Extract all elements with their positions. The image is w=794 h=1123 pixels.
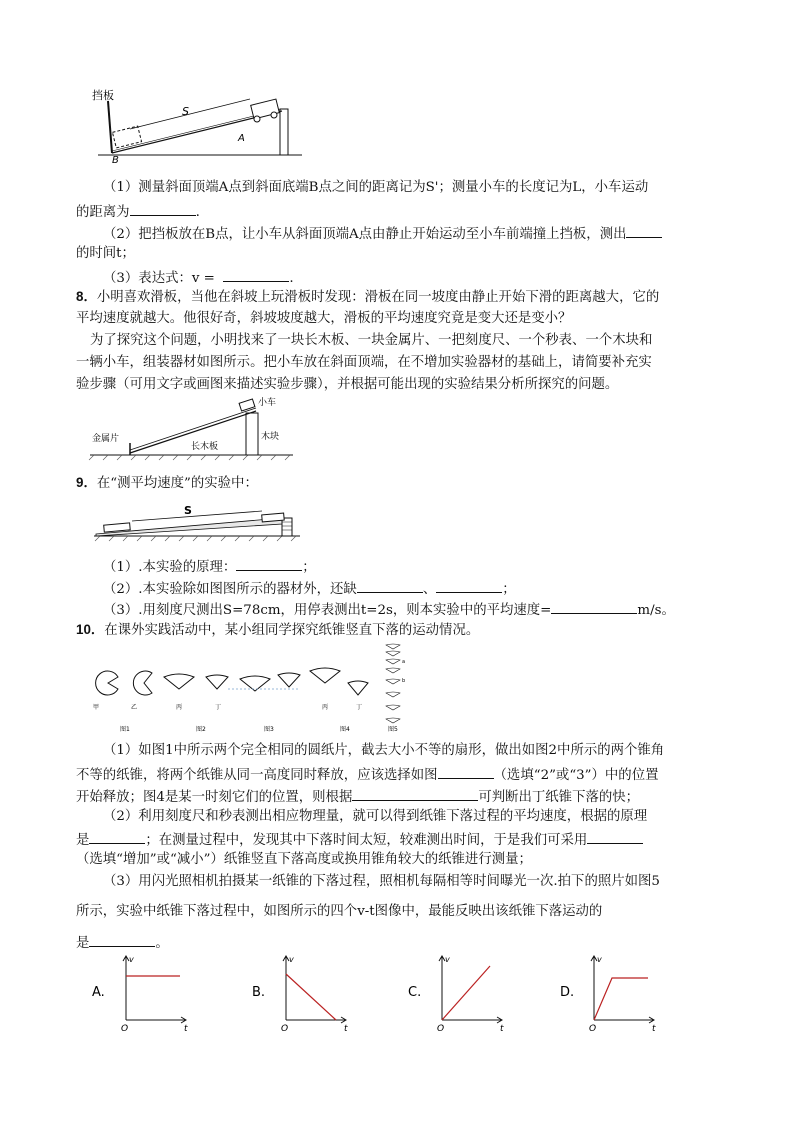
- graph-axes: [286, 956, 346, 1020]
- figure-5-caption: 图5: [388, 726, 398, 733]
- q7-part1-text: 的距离为: [76, 205, 130, 220]
- car-label: 小车: [258, 398, 277, 408]
- q10-part3-line2: 所示，实验中纸锥下落过程中，如图所示的四个v-t图像中，最能反映出该纸锥下落运动的: [76, 904, 603, 919]
- origin-label: O: [589, 1024, 597, 1034]
- point-b-label: B: [112, 155, 119, 165]
- q9-average-speed-blank[interactable]: [551, 599, 637, 614]
- q10-part3-prefix: 是: [76, 936, 90, 951]
- q9-part2-text: （2）.本实验除如图图所示的器材外，还缺: [103, 582, 357, 597]
- q7-part1-line1: （1）测量斜面顶端A点到斜面底端B点之间的距离记为S'；测量小车的长度记为L，小车运动: [103, 180, 649, 195]
- velocity-curve: [594, 978, 648, 1020]
- q10-graph-choice-blank[interactable]: [89, 932, 155, 947]
- q10-part1-line2: [76, 764, 658, 785]
- q10-judgment-basis-blank[interactable]: [352, 786, 478, 801]
- q9-title-line: [76, 474, 258, 493]
- q7-part1-line2: 的距离为 .: [76, 201, 200, 222]
- q8-line5: 验步骤（可用文字或画图来描述实验步骤），并根据可能出现的实验结果分析所探究的问题。: [76, 377, 619, 392]
- figure-2-caption: 图2: [196, 726, 206, 733]
- q9-missing-item2-blank[interactable]: [436, 578, 502, 593]
- q10-part2-line1: （2）利用刻度尺和秒表测出相应物理量，就可以得到纸锥下落过程的平均速度，根据的原理: [103, 809, 648, 824]
- origin-label: O: [121, 1024, 129, 1034]
- q10-title: 在课外实践活动中，某小组同学探究纸锥竖直下落的运动情况。: [104, 623, 480, 638]
- q10-part1-line1: （1）如图1中所示两个完全相同的圆纸片，截去大小不等的扇形，做出如图2中所示的两个锥角: [103, 743, 665, 758]
- q9-part3-unit: m/s。: [637, 603, 675, 618]
- q7-part2-line2: 的时间t；: [76, 246, 135, 261]
- q10-part2-prefix: 是: [76, 833, 90, 848]
- v-axis-label: v: [445, 955, 450, 964]
- q7-part3-line: （3）表达式：v = .: [103, 267, 294, 288]
- point-a-label: A: [238, 133, 245, 144]
- metal-sheet-label: 金属片: [92, 434, 120, 444]
- q9-part2-sep: 、: [422, 582, 437, 597]
- q8-line4: 一辆小车，组装器材如图所示。把小车放在斜面顶端，在不增加实验器材的基础上，请简要补充实: [76, 355, 652, 370]
- cone-label-yi: 乙: [131, 704, 138, 711]
- v-axis-label: v: [597, 955, 602, 964]
- q10-part1-choice-hint: （选填“2”或“3”）中的位置: [493, 768, 659, 783]
- origin-label: O: [281, 1024, 289, 1034]
- q10-part1-line3-end: 可判断出丁纸锥下落的快；: [478, 790, 640, 805]
- distance-s-label: S: [182, 105, 189, 118]
- graph-option-label: B.: [252, 985, 266, 1000]
- q7-part3-text: （3）表达式：v =: [103, 271, 215, 286]
- t-axis-label: t: [500, 1024, 504, 1034]
- cone-label-bing-4: 丙: [322, 704, 329, 711]
- t-axis-label: t: [652, 1024, 656, 1034]
- figure-1-caption: 图1: [120, 726, 130, 733]
- figure-4-caption: 图4: [340, 726, 350, 733]
- wood-block-label: 木块: [261, 432, 280, 442]
- figure-3-caption: 图3: [264, 726, 274, 733]
- q10-increase-decrease-blank[interactable]: [587, 829, 643, 844]
- q10-part1-line3-text: 开始释放；图4是某一时刻它们的位置，则根据: [76, 790, 353, 805]
- q7-part2-line1: [103, 223, 662, 244]
- graph-option-label: D.: [560, 985, 575, 1000]
- q9-principle-blank[interactable]: [236, 556, 302, 571]
- q9-part1-end: ；: [302, 560, 316, 575]
- t-axis-label: t: [344, 1024, 348, 1034]
- q9-number: 9．: [76, 475, 97, 490]
- q9-part1-text: （1）.本实验的原理：: [103, 560, 237, 575]
- q10-number: 10．: [76, 622, 105, 637]
- cone-label-bing: 丙: [176, 704, 183, 711]
- velocity-curve: [442, 966, 490, 1020]
- q9-missing-item1-blank[interactable]: [357, 578, 423, 593]
- q8-line3: 为了探究这个问题，小明找来了一块长木板、一块金属片、一把刻度尺、一个秒表、一个木块和: [90, 333, 653, 348]
- graph-axes: [126, 956, 186, 1020]
- q10-principle-blank[interactable]: [89, 829, 145, 844]
- t-axis-label: t: [184, 1024, 188, 1034]
- cone-label-ding-4: 丁: [356, 704, 363, 711]
- graph-axes: [594, 956, 654, 1020]
- q10-part2-line2: [76, 829, 643, 850]
- q9-part2-line: [103, 578, 516, 599]
- vt-graph-option-b[interactable]: [252, 950, 352, 1034]
- v-axis-label: v: [129, 955, 134, 964]
- q8-line1: [76, 288, 659, 307]
- vt-graph-option-c[interactable]: [408, 950, 508, 1034]
- q10-part1-line3: [76, 786, 639, 807]
- cone-label-b: b: [402, 678, 406, 684]
- velocity-curve: [286, 974, 336, 1020]
- q7-distance-blank[interactable]: [130, 201, 196, 216]
- q9-part3-text: （3）.用刻度尺测出S=78cm，用停表测出t=2s，则本实验中的平均速度=: [103, 603, 552, 618]
- q10-part1-text: 不等的纸锥，将两个纸锥从同一高度同时释放，应该选择如图: [76, 768, 438, 783]
- q10-part3-line1: （3）用闪光照相机拍摄某一纸锥的下落过程，照相机每隔相等时间曝光一次.拍下的照片如图5: [103, 874, 660, 889]
- q10-part2-line3: （选填“增加”或“减小”）纸锥竖直下落高度或换用锥角较大的纸锥进行测量；: [76, 852, 532, 867]
- vt-graph-option-d[interactable]: [560, 950, 660, 1034]
- cone-label-ding: 丁: [215, 704, 222, 711]
- incline-board-block-figure: [88, 393, 298, 463]
- q8-number: 8．: [76, 289, 97, 304]
- q9-title: 在“测平均速度”的实验中：: [96, 476, 258, 491]
- q10-title-line: [76, 621, 479, 640]
- origin-label: O: [437, 1024, 445, 1034]
- q8-text1: 小明喜欢滑板，当他在斜坡上玩滑板时发现：滑板在同一坡度由静止开始下滑的距离越大，它的: [96, 290, 660, 305]
- q9-part3-line: [103, 599, 675, 620]
- incline-with-stop-board-figure: [90, 85, 305, 165]
- q9-part2-end: ；: [502, 582, 516, 597]
- stop-board-label: 挡板: [92, 89, 114, 102]
- distance-s-label-q9: S: [184, 504, 192, 517]
- q7-part2-text: （2）把挡板放在B点，让小车从斜面顶端A点由静止开始运动至小车前端撞上挡板，测出: [103, 227, 627, 242]
- average-speed-apparatus-figure: [92, 500, 304, 544]
- q10-part3-end: 。: [155, 936, 169, 951]
- q9-part1-line: [103, 556, 316, 577]
- cone-label-a: a: [402, 659, 406, 665]
- q10-figure-choice-blank[interactable]: [438, 764, 494, 779]
- vt-graph-option-a[interactable]: [92, 950, 192, 1034]
- v-axis-label: v: [289, 955, 294, 964]
- q10-part2-text: ；在测量过程中，发现其中下落时间太短，较难测出时间，于是我们可采用: [145, 833, 588, 848]
- cone-label-jia: 甲: [93, 704, 100, 711]
- q7-expression-blank[interactable]: [223, 267, 289, 282]
- graph-option-label: C.: [408, 985, 422, 1000]
- long-board-label: 长木板: [191, 442, 219, 452]
- q8-line2: 平均速度就越大。他很好奇，斜坡坡度越大，滑板的平均速度究竟是变大还是变小？: [76, 311, 572, 326]
- q7-quantity-blank[interactable]: [626, 223, 662, 238]
- graph-option-label: A.: [92, 985, 105, 1000]
- paper-cone-figures: [88, 643, 410, 735]
